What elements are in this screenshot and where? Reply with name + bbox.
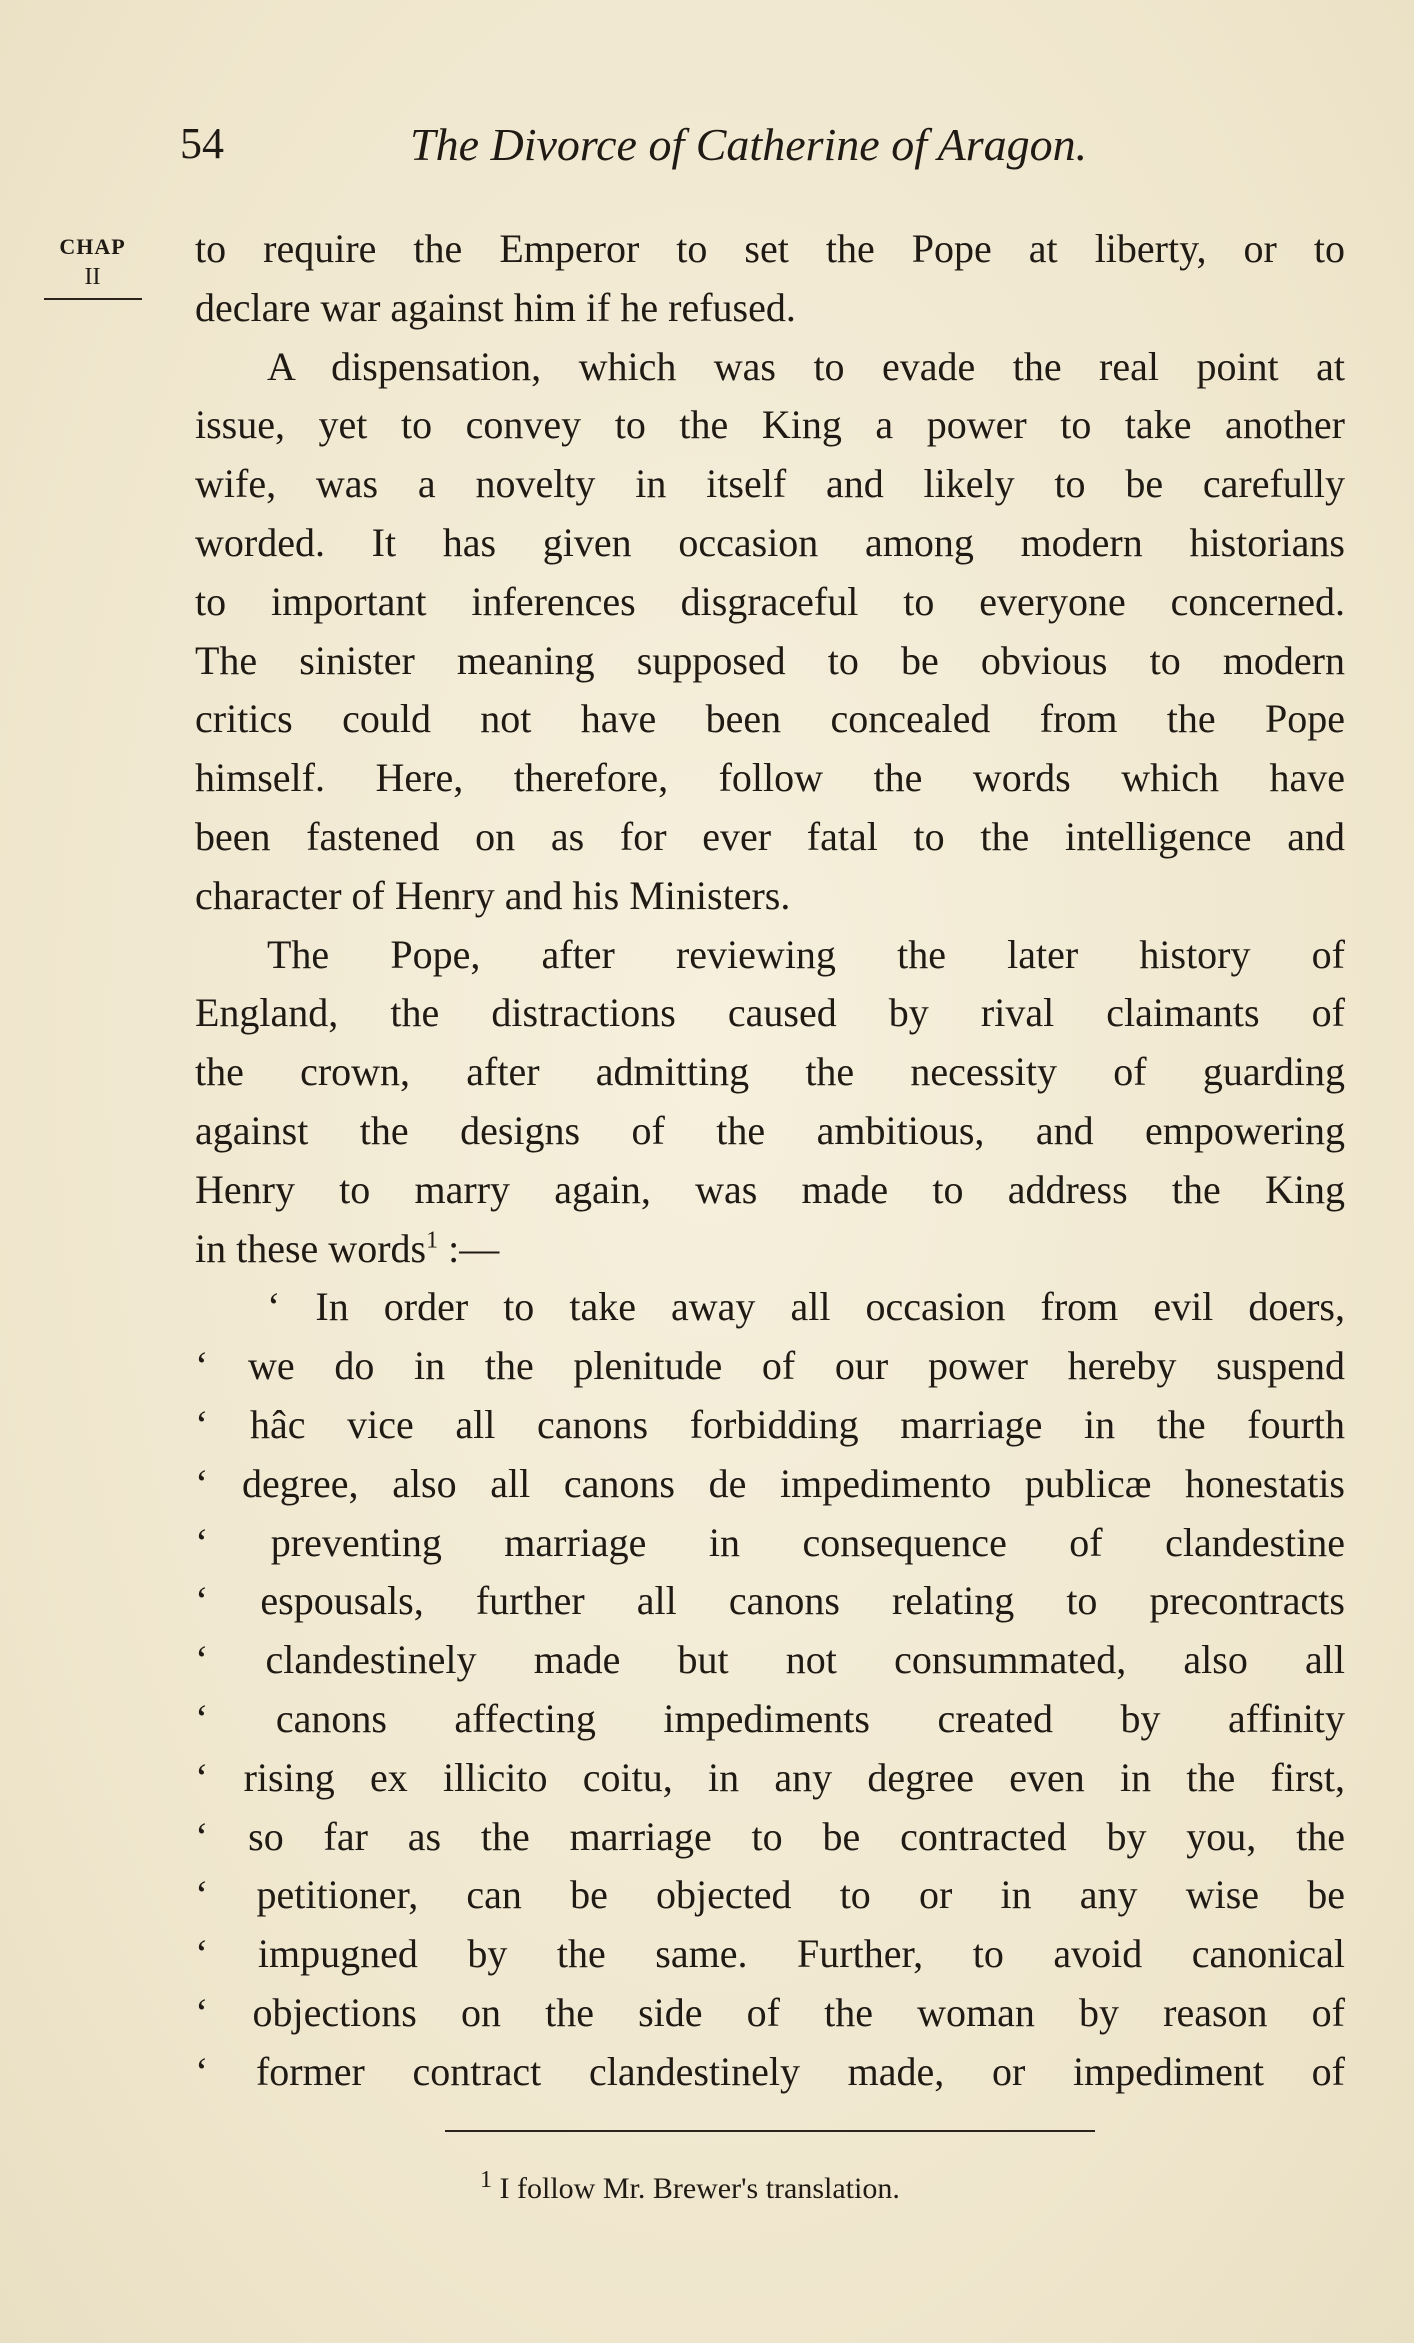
chapter-number: II [84,264,101,290]
text-line: A dispensation, which was to evade the real point at [267,343,1345,389]
quote-line: ‘ rising ex illicito coitu, in any degree even in the first, [195,1754,1345,1800]
text-line: England, the distractions caused by rival claimants of [195,990,1345,1036]
body-text [195,220,1345,2102]
quote-line: ‘ canons affecting impediments created by affinity [195,1695,1345,1741]
footnote-marker: 1 [480,2167,492,2193]
quote-line: ‘ we do in the plenitude of our power hereby suspend [195,1343,1345,1389]
quote-line: ‘ impugned by the same. Further, to avoid canonical [195,1931,1345,1977]
chapter-rule [44,298,142,300]
chapter-label: CHAP [59,234,126,259]
text-line: to important inferences disgraceful to everyone concerned. [195,578,1345,624]
text-line: himself. Here, therefore, follow the words which have [195,755,1345,801]
footnote-text: I follow Mr. Brewer's translation. [499,2172,900,2205]
page-number: 54 [180,119,224,168]
text-line: The Pope, after reviewing the later history of [267,931,1345,977]
quote-line: ‘ so far as the marriage to be contracted by you, the [195,1813,1345,1859]
text-line: issue, yet to convey to the King a power to take another [195,402,1345,448]
text-line: declare war against him if he refused. [195,284,796,330]
footnote [480,2167,900,2206]
footnote-reference: 1 [426,1227,439,1254]
chapter-margin-note [40,232,145,300]
text-line: been fastened on as for ever fatal to the intelligence and [195,813,1345,859]
running-title: The Divorce of Catherine of Aragon. [410,119,1088,170]
quote-line: ‘ former contract clandestinely made, or impediment of [195,2048,1345,2094]
quote-line: ‘ preventing marriage in consequence of clandestine [195,1519,1345,1565]
quote-line: ‘ clandestinely made but not consummated, also all [195,1637,1345,1683]
running-head [180,118,1340,178]
text-line-with-footnote [195,1220,1345,1279]
quote-line: ‘ In order to take away all occasion from evil doers, [267,1284,1345,1330]
text-line: The sinister meaning supposed to be obvious to modern [195,637,1345,683]
text-line-end: :— [438,1225,500,1271]
quote-line: ‘ petitioner, can be objected to or in any wise be [195,1872,1345,1918]
quote-line: ‘ hâc vice all canons forbidding marriage in the fourth [195,1401,1345,1447]
text-line: to require the Emperor to set the Pope at liberty, or to [195,226,1345,271]
quote-line: ‘ espousals, further all canons relating to precontracts [195,1578,1345,1624]
text-line-start: in these words [195,1225,427,1271]
text-line: worded. It has given occasion among modern historians [195,519,1345,565]
text-line: character of Henry and his Ministers. [195,872,791,918]
text-line: against the designs of the ambitious, and empowering [195,1107,1345,1153]
text-line: Henry to marry again, was made to address the King [195,1166,1345,1212]
quote-line: ‘ objections on the side of the woman by reason of [195,1989,1345,2035]
text-line: critics could not have been concealed from the Pope [195,696,1345,742]
text-line: the crown, after admitting the necessity of guarding [195,1049,1345,1095]
quote-line: ‘ degree, also all canons de impedimento publicæ honestatis [195,1460,1345,1506]
footnote-rule [445,2130,1095,2132]
text-line: wife, was a novelty in itself and likely to be carefully [195,461,1345,507]
